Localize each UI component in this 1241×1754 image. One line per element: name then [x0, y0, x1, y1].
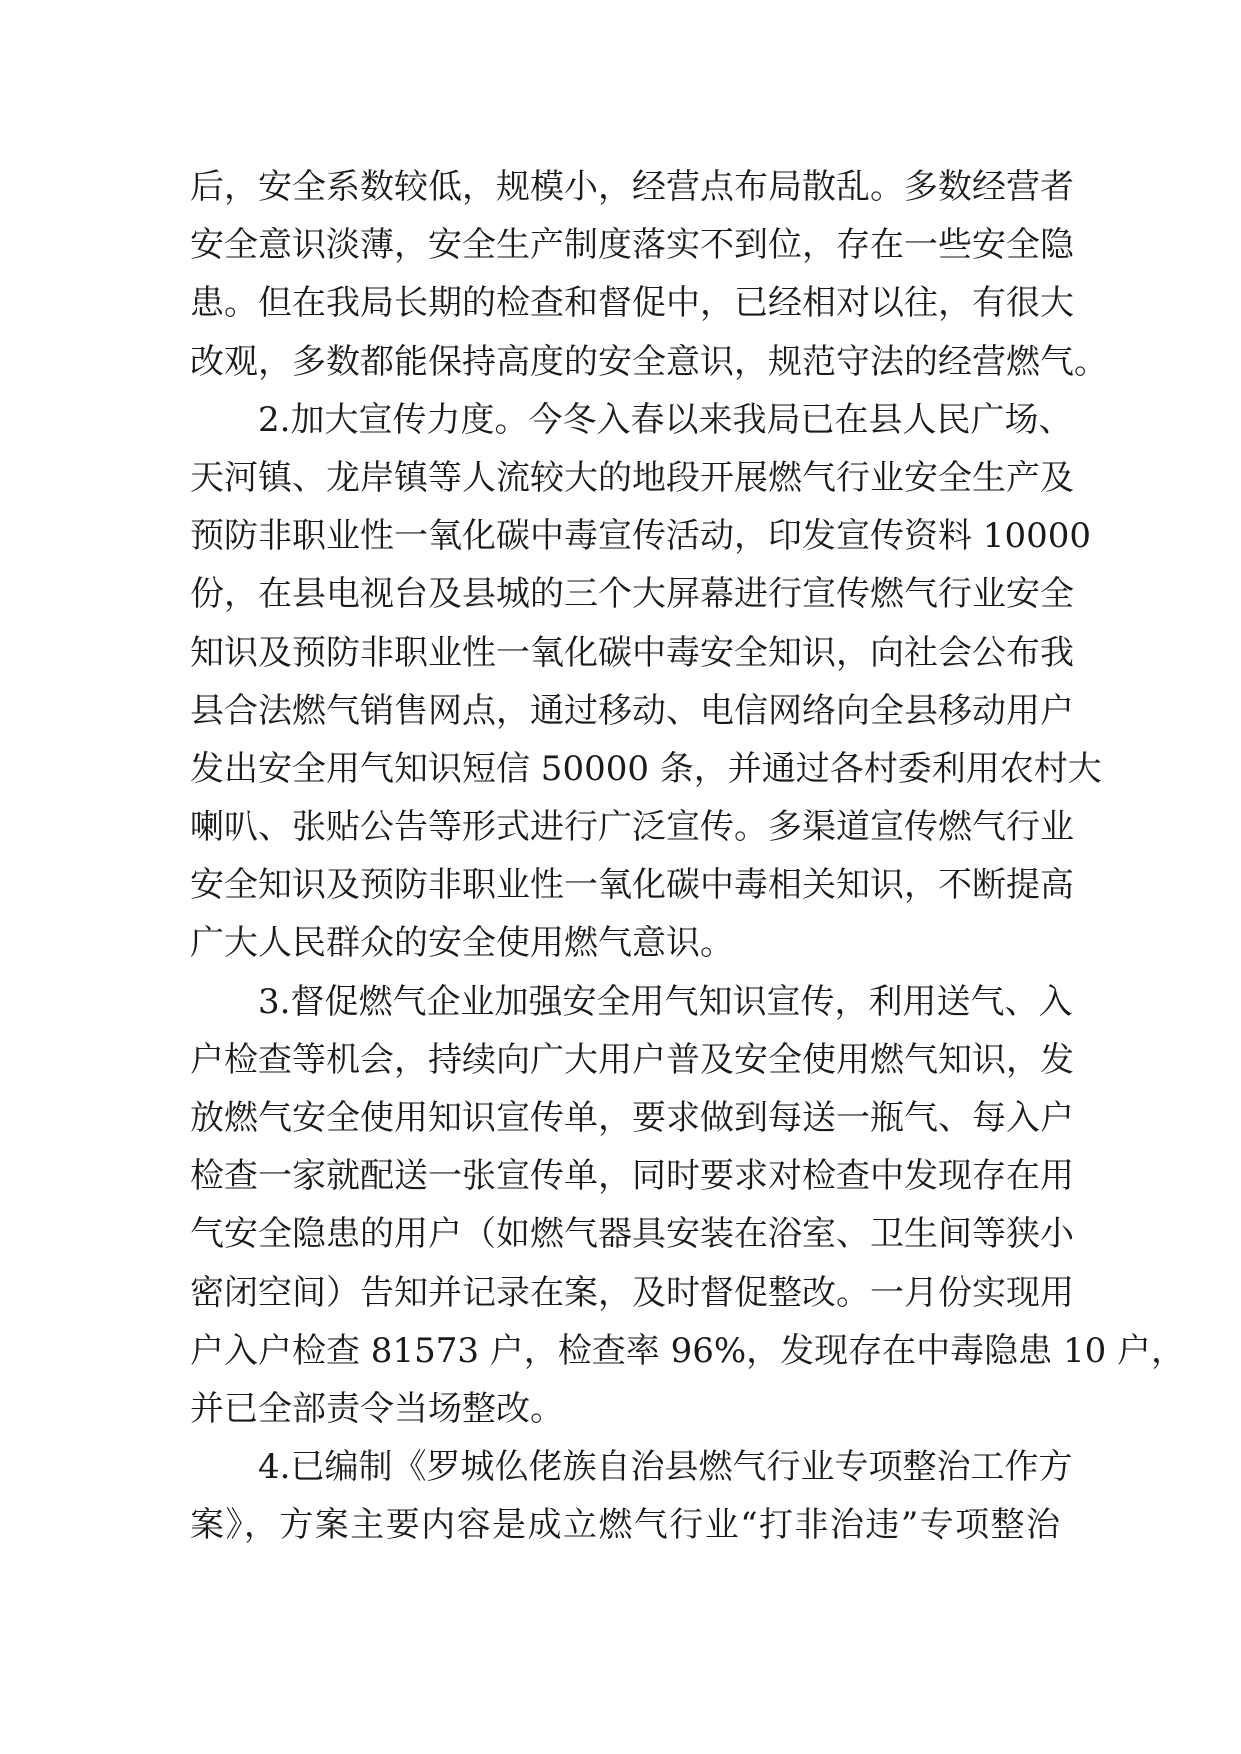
paragraph-publicity [190, 391, 1102, 973]
text-line: 份，在县电视台及县城的三个大屏幕进行宣传燃气行业安全 [190, 574, 1074, 615]
text-line: 4.已编制《罗城仫佬族自治县燃气行业专项整治工作方 [258, 1447, 1073, 1488]
text-line: 气安全隐患的用户（如燃气器具安装在浴室、卫生间等狭小 [190, 1214, 1074, 1255]
text-line: 案》，方案主要内容是成立燃气行业“打非治违”专项整治 [190, 1505, 1060, 1546]
text-line: 广大人民群众的安全使用燃气意识。 [190, 923, 734, 964]
text-line: 喇叭、张贴公告等形式进行广泛宣传。多渠道宣传燃气行业 [190, 807, 1074, 848]
text-line: 2.加大宣传力度。今冬入春以来我局已在县人民广场、 [258, 399, 1073, 440]
text-line: 知识及预防非职业性一氧化碳中毒安全知识，向社会公布我 [190, 632, 1074, 673]
paragraph-supervision [190, 973, 1186, 1439]
text-line: 县合法燃气销售网点，通过移动、电信网络向全县移动用户 [190, 690, 1074, 731]
paragraph-continuation [190, 158, 1108, 391]
text-line: 密闭空间）告知并记录在案，及时督促整改。一月份实现用 [190, 1272, 1074, 1313]
text-line: 安全意识淡薄，安全生产制度落实不到位，存在一些安全隐 [190, 225, 1074, 266]
text-line: 天河镇、龙岸镇等人流较大的地段开展燃气行业安全生产及 [190, 457, 1074, 498]
text-line: 发出安全用气知识短信 50000 条，并通过各村委利用农村大 [190, 748, 1102, 789]
text-line: 患。但在我局长期的检查和督促中，已经相对以往，有很大 [190, 283, 1074, 324]
text-line: 户检查等机会，持续向广大用户普及安全使用燃气知识，发 [190, 1039, 1074, 1080]
text-line: 预防非职业性一氧化碳中毒宣传活动，印发宣传资料 10000 [190, 516, 1091, 557]
text-line: 3.督促燃气企业加强安全用气知识宣传，利用送气、入 [258, 981, 1073, 1022]
text-line: 户入户检查 81573 户，检查率 96%，发现存在中毒隐患 10 户， [190, 1330, 1186, 1371]
paragraph-work-plan [190, 1438, 1073, 1554]
text-line: 安全知识及预防非职业性一氧化碳中毒相关知识，不断提高 [190, 865, 1074, 906]
document-body [190, 158, 1186, 1555]
text-line: 检查一家就配送一张宣传单，同时要求对检查中发现存在用 [190, 1156, 1074, 1197]
text-line: 后，安全系数较低，规模小，经营点布局散乱。多数经营者 [190, 167, 1074, 207]
text-line: 放燃气安全使用知识宣传单，要求做到每送一瓶气、每入户 [190, 1098, 1074, 1138]
text-line: 并已全部责令当场整改。 [190, 1388, 564, 1429]
text-line: 改观，多数都能保持高度的安全意识，规范守法的经营燃气。 [190, 341, 1108, 382]
